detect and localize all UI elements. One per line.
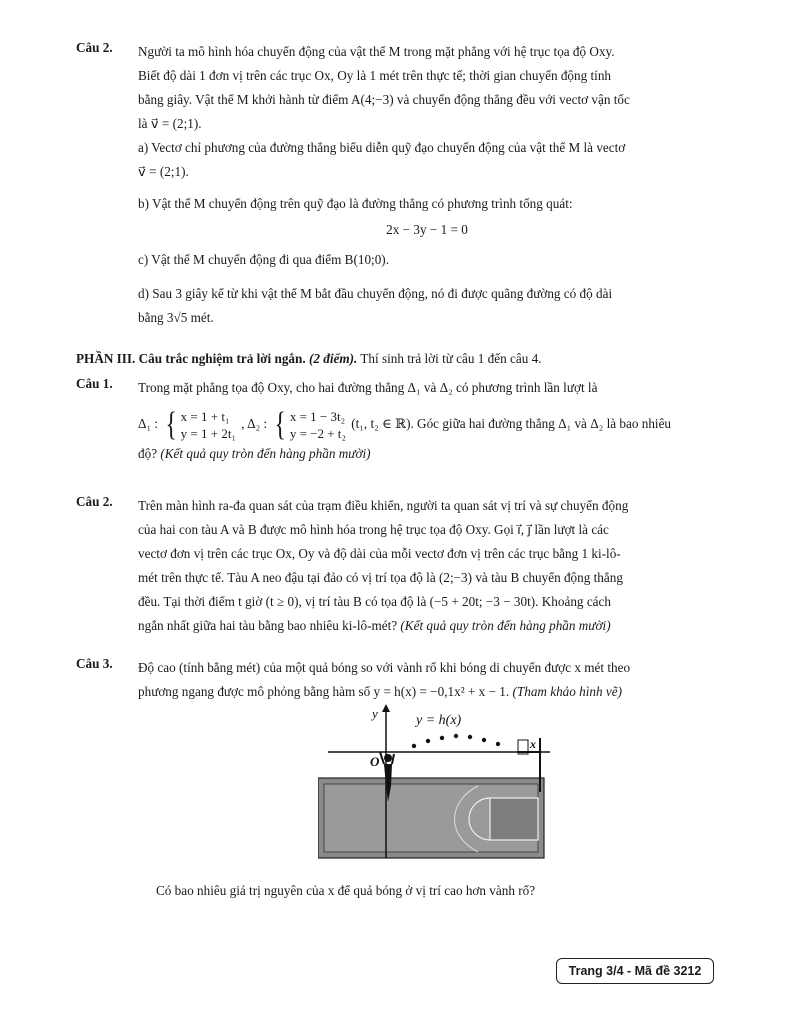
system-2-y: y = −2 + t₂ xyxy=(289,425,346,441)
text-line: Độ cao (tính bằng mét) của một quả bóng so với vành rổ khi bóng di chuyển được x mét theo xyxy=(138,660,631,675)
text-line: đều. Tại thời điểm t giờ (t ≥ 0), vị trí tàu B có tọa độ là (−5 + 20t; −3 − 30t). Khoảng cách xyxy=(138,594,611,609)
text-line: Trong mặt phẳng tọa độ Oxy, cho hai đường thẳng Δ₁ và Δ₂ có phương trình lần lượt là xyxy=(138,380,598,395)
text-part: phương ngang được mô phỏng bằng hàm số y = h(x) = −0,1x² + x − 1. xyxy=(138,684,510,699)
text-line xyxy=(138,614,716,638)
statement-b: b) Vật thể M chuyển động trên quỹ đạo là đường thẳng có phương trình tổng quát: xyxy=(138,196,573,211)
question-1 xyxy=(76,376,716,466)
trajectory-dots xyxy=(412,734,500,748)
text-part: độ? xyxy=(138,446,158,461)
part-3-heading xyxy=(76,348,736,370)
system-1-y: y = 1 + 2t₁ xyxy=(180,425,236,441)
y-axis-label: y xyxy=(372,706,378,721)
text-line: vectơ đơn vị trên các trục Ox, Oy và độ dài của mỗi vectơ đơn vị trên các trục bằng 1 ki-lô- xyxy=(138,546,621,561)
curve-label: y = h(x) xyxy=(416,713,462,728)
figure-reference: (Tham khảo hình vẽ) xyxy=(512,684,623,699)
question-3 xyxy=(76,656,716,704)
part-title: PHẦN III. Câu trắc nghiệm trả lời ngắn. xyxy=(76,351,306,366)
delta1-label: Δ₁ : xyxy=(138,416,159,431)
system-1 xyxy=(163,405,236,443)
rounding-note: (Kết quả quy tròn đến hàng phần mười) xyxy=(160,446,371,461)
brace-icon: { xyxy=(165,405,178,443)
statement-a-cont: v⃗ = (2;1). xyxy=(138,164,189,179)
question-2-part2 xyxy=(76,40,716,330)
text-line: là v⃗ = (2;1). xyxy=(138,116,202,131)
question-label: Câu 3. xyxy=(76,656,113,671)
x-axis-label: x xyxy=(530,737,536,751)
statement-c: c) Vật thể M chuyển động đi qua điểm B(10;0). xyxy=(138,252,390,267)
statement-d-cont: bằng 3√5 mét. xyxy=(138,310,214,325)
origin-label: O xyxy=(370,754,380,769)
question-label: Câu 1. xyxy=(76,376,113,391)
system-line xyxy=(138,406,716,442)
text-part: ngắn nhất giữa hai tàu bằng bao nhiêu ki-lô-mét? xyxy=(138,618,398,633)
statement-d: d) Sau 3 giây kể từ khi vật thể M bắt đầu chuyển động, nó đi được quãng đường có độ dài xyxy=(138,286,613,301)
part-instructions: Thí sinh trả lời từ câu 1 đến câu 4. xyxy=(360,351,542,366)
question-2-part3 xyxy=(76,494,716,638)
text-line: Trên màn hình ra-đa quan sát của trạm điều khiển, người ta quan sát vị trí và sự chuyển động xyxy=(138,498,629,513)
equation: 2x − 3y − 1 = 0 xyxy=(386,222,468,237)
part-points: (2 điểm). xyxy=(308,351,358,366)
rounding-note: (Kết quả quy tròn đến hàng phần mười) xyxy=(400,618,611,633)
text-line: mét trên thực tế. Tàu A neo đậu tại đảo có vị trí tọa độ là (2;−3) và tàu B chuyển động thẳng xyxy=(138,570,623,585)
question-3-prompt: Có bao nhiêu giá trị nguyên của x để quả bóng ở vị trí cao hơn vành rổ? xyxy=(156,883,536,898)
system-2 xyxy=(272,405,346,443)
text-line xyxy=(138,442,716,466)
text-line: Biết độ dài 1 đơn vị trên các trục Ox, Oy là 1 mét trên thực tế; thời gian chuyển động tính xyxy=(138,68,612,83)
page-footer: Trang 3/4 - Mã đề 3212 xyxy=(556,958,714,984)
text-line xyxy=(138,680,716,704)
text-line: của hai con tàu A và B được mô hình hóa trong hệ trục tọa độ Oxy. Gọi i⃗, j⃗ lần lượt là các xyxy=(138,522,609,537)
question-label: Câu 2. xyxy=(76,494,113,509)
system-1-x: x = 1 + t₁ xyxy=(180,408,230,424)
basketball-figure xyxy=(318,702,558,862)
court-key xyxy=(490,798,538,840)
text-line: Người ta mô hình hóa chuyển động của vật thể M trong mặt phẳng với hệ trục tọa độ Oxy. xyxy=(138,44,615,59)
system-2-x: x = 1 − 3t₂ xyxy=(289,408,346,424)
text-line: bằng giây. Vật thể M khởi hành từ điểm A(4;−3) và chuyển động thẳng đều với vectơ vận tốc xyxy=(138,92,630,107)
brace-icon: { xyxy=(274,405,287,443)
question-label: Câu 2. xyxy=(76,40,113,55)
statement-a: a) Vectơ chỉ phương của đường thẳng biểu diễn quỹ đạo chuyển động của vật thể M là vectơ xyxy=(138,140,626,155)
params-text: (t₁, t₂ ∈ ℝ). Góc giữa hai đường thẳng Δ₁ và Δ₂ là bao nhiêu xyxy=(351,416,672,431)
y-axis-arrow-icon xyxy=(382,704,390,712)
delta2-label: , Δ₂ : xyxy=(241,416,268,431)
